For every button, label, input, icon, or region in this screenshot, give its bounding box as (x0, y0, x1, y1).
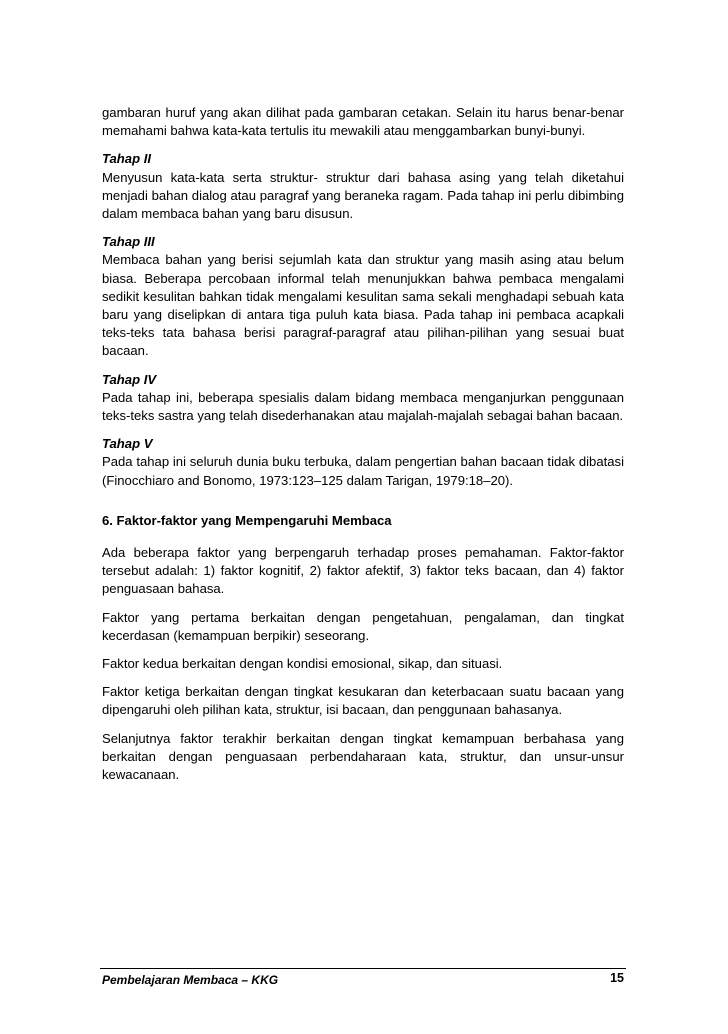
stage-heading: Tahap V (102, 436, 153, 452)
section-title: 6. Faktor-faktor yang Mempengaruhi Membaca (102, 512, 392, 528)
stage-paragraph: Membaca bahan yang berisi sejumlah kata dan struktur yang masih asing atau belum biasa. Beberapa percobaan informal telah menunjukkan bahwa pembaca mengalami sedikit kesulitan bahkan tidak mengalami kesulitan sama sekali menghadapi sebuah kata baru yang diselipkan di antara tiga puluh kata biasa. Pada tahap ini pembaca acapkali teks-teks tata bahasa berisi paragraf-paragraf atau pilihan-pilihan yang sesuai buat bacaan. (102, 252, 624, 359)
footer-title: Pembelajaran Membaca – KKG (102, 973, 279, 987)
intro-paragraph: gambaran huruf yang akan dilihat pada gambaran cetakan. Selain itu harus benar-benar memahami bahwa kata-kata tertulis itu mewakili atau menggambarkan bunyi-bunyi. (102, 105, 624, 139)
stage-heading: Tahap II (102, 151, 151, 167)
page-number: 15 (610, 971, 624, 985)
stage-heading: Tahap III (102, 234, 155, 250)
section-paragraph: Faktor kedua berkaitan dengan kondisi emosional, sikap, dan situasi. (102, 656, 503, 672)
footer-divider (100, 968, 626, 969)
section-paragraph: Selanjutnya faktor terakhir berkaitan dengan tingkat kemampuan berbahasa yang berkaitan dengan penguasaan perbendaharaan kata, struktur, dan unsur-unsur kewacanaan. (102, 730, 624, 783)
stage-paragraph: Pada tahap ini seluruh dunia buku terbuka, dalam pengertian bahan bacaan tidak dibatasi (Finocchiaro and Bonomo, 1973:123–125 dalam Tarigan, 1979:18–20). (102, 454, 624, 488)
stage-paragraph: Menyusun kata-kata serta struktur- struktur dari bahasa asing yang telah diketahui menjadi bahan dialog atau paragraf yang beraneka ragam. Pada tahap ini perlu dibimbing dalam membaca bahan yang baru disusun. (102, 169, 624, 222)
section-paragraph: Ada beberapa faktor yang berpengaruh terhadap proses pemahaman. Faktor-faktor tersebut adalah: 1) faktor kognitif, 2) faktor afektif, 3) faktor teks bacaan, dan 4) faktor penguasaan bahasa. (102, 545, 624, 597)
page-content (102, 104, 624, 784)
section-paragraph: Faktor yang pertama berkaitan dengan pengetahuan, pengalaman, dan tingkat kecerdasan (kemampuan berpikir) seseorang. (102, 609, 624, 643)
section-paragraph: Faktor ketiga berkaitan dengan tingkat kesukaran dan keterbacaan suatu bacaan yang dipengaruhi oleh pilihan kata, struktur, isi bacaan, dan penggunaan bahasanya. (102, 684, 624, 718)
stage-heading: Tahap IV (102, 371, 157, 387)
stage-paragraph: Pada tahap ini, beberapa spesialis dalam bidang membaca menganjurkan penggunaan teks-teks sastra yang telah disederhanakan atau majalah-majalah sebagai bahan bacaan. (102, 389, 624, 424)
